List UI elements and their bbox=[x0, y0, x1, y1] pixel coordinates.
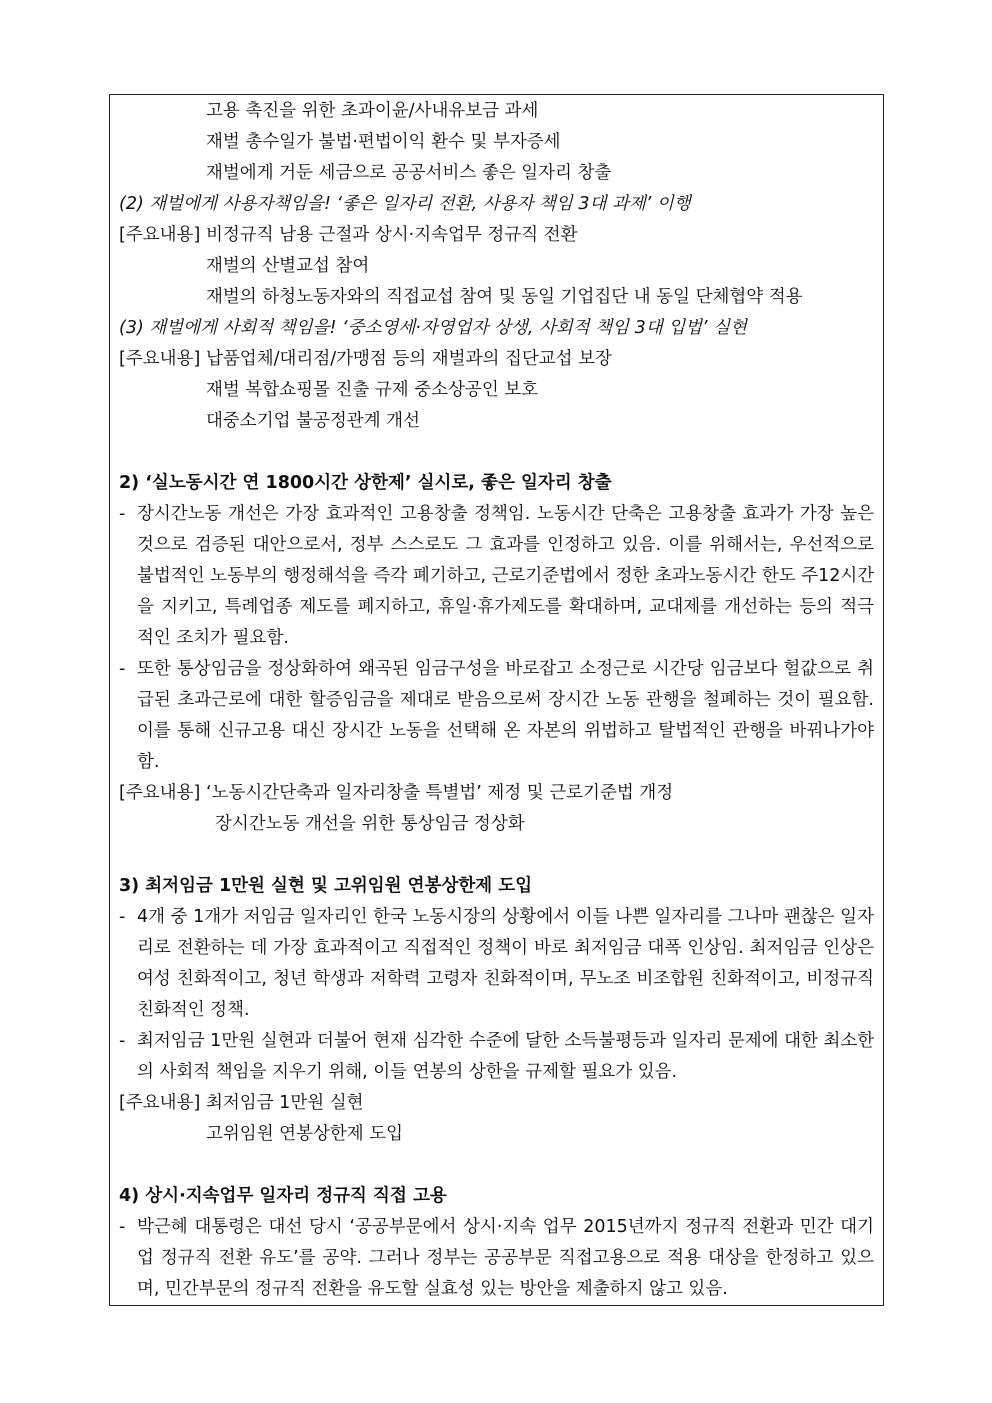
main-content-label: [주요내용] bbox=[119, 225, 201, 245]
paragraph-line: 박근혜 대통령은 대선 당시 ‘공공부문에서 상시·지속 업무 2015년까지 정규직 전환과 민간 대기 bbox=[137, 1217, 874, 1237]
list-item: 재벌에게 거둔 세금으로 공공서비스 좋은 일자리 창출 bbox=[206, 163, 612, 183]
section-heading: 4) 상시·지속업무 일자리 정규직 직접 고용 bbox=[119, 1186, 447, 1206]
section-heading: 2) ‘실노동시간 연 1800시간 상한제’ 실시로, 좋은 일자리 창출 bbox=[119, 473, 612, 493]
list-item: 재벌의 산별교섭 참여 bbox=[206, 256, 370, 276]
paragraph-line: 것으로 검증된 대안으로서, 정부 스스로도 그 효과를 인정하고 있음. 이를 위해서는, 우선적으로 bbox=[137, 535, 874, 555]
paragraph-line: 4개 중 1개가 저임금 일자리인 한국 노동시장의 상황에서 이들 나쁜 일자리를 그나마 괜찮은 일자 bbox=[137, 907, 874, 927]
subsection-title: (3) 재벌에게 사회적 책임을! ‘중소영세·자영업자 상생, 사회적 책임 3대 입법’ 실현 bbox=[119, 318, 747, 338]
main-content-label: [주요내용] bbox=[119, 349, 201, 369]
paragraph-line: 친화적인 정책. bbox=[137, 1000, 250, 1020]
list-item: 재벌의 하청노동자와의 직접교섭 참여 및 동일 기업집단 내 동일 단체협약 적용 bbox=[206, 287, 803, 307]
list-item: 고위임원 연봉상한제 도입 bbox=[206, 1124, 404, 1144]
list-item: 납품업체/대리점/가맹점 등의 재벌과의 집단교섭 보장 bbox=[206, 349, 612, 369]
paragraph-line: 의 사회적 책임을 지우기 위해, 이들 연봉의 상한을 규제할 필요가 있음. bbox=[137, 1062, 678, 1082]
list-item: 고용 촉진을 위한 초과이윤/사내유보금 과세 bbox=[206, 101, 539, 121]
paragraph-line: 불법적인 노동부의 행정해석을 즉각 폐기하고, 근로기준법에서 정한 초과노동시간 한도 주12시간 bbox=[137, 566, 875, 586]
section-heading: 3) 최저임금 1만원 실현 및 고위임원 연봉상한제 도입 bbox=[119, 876, 533, 896]
paragraph-line: 장시간노동 개선은 가장 효과적인 고용창출 정책임. 노동시간 단축은 고용창출 효과가 가장 높은 bbox=[137, 504, 874, 524]
dash-bullet: - bbox=[119, 1217, 126, 1237]
main-content-label: [주요내용] bbox=[119, 783, 201, 803]
list-item: 최저임금 1만원 실현 bbox=[206, 1093, 364, 1113]
subsection-title: (2) 재벌에게 사용자책임을! ‘좋은 일자리 전환, 사용자 책임 3대 과제’ 이행 bbox=[119, 194, 691, 214]
main-content-label: [주요내용] bbox=[119, 1093, 201, 1113]
list-item: ‘노동시간단축과 일자리창출 특별법’ 제정 및 근로기준법 개정 bbox=[206, 783, 674, 803]
paragraph-line: 을 지키고, 특례업종 제도를 폐지하고, 휴일·휴가제도를 확대하며, 교대제를 개선하는 등의 적극 bbox=[137, 597, 874, 617]
paragraph-line: 함. bbox=[137, 752, 160, 772]
paragraph-line: 최저임금 1만원 실현과 더불어 현재 심각한 수준에 달한 소득불평등과 일자리 문제에 대한 최소한 bbox=[137, 1031, 875, 1051]
list-item: 비정규직 남용 근절과 상시·지속업무 정규직 전환 bbox=[206, 225, 578, 245]
list-item: 재벌 복합쇼핑몰 진출 규제 중소상공인 보호 bbox=[206, 380, 539, 400]
list-item: 장시간노동 개선을 위한 통상임금 정상화 bbox=[215, 814, 525, 834]
paragraph-line: 또한 통상임금을 정상화하여 왜곡된 임금구성을 바로잡고 소정근로 시간당 임금보다 헐값으로 취 bbox=[137, 659, 874, 679]
dash-bullet: - bbox=[119, 907, 126, 927]
paragraph-line: 이를 통해 신규고용 대신 장시간 노동을 선택해 온 자본의 위법하고 탈법적인 관행을 바꿔나가야 bbox=[137, 721, 874, 741]
list-item: 재벌 총수일가 불법·편법이익 환수 및 부자증세 bbox=[206, 132, 561, 152]
dash-bullet: - bbox=[119, 1031, 126, 1051]
dash-bullet: - bbox=[119, 659, 126, 679]
dash-bullet: - bbox=[119, 504, 126, 524]
paragraph-line: 며, 민간부문의 정규직 전환을 유도할 실효성 있는 방안을 제출하지 않고 있음. bbox=[137, 1279, 728, 1299]
paragraph-line: 적인 조치가 필요함. bbox=[137, 628, 289, 648]
list-item: 대중소기업 불공정관계 개선 bbox=[206, 411, 420, 431]
paragraph-line: 여성 친화적이고, 청년 학생과 저학력 고령자 친화적이며, 무노조 비조합원 친화적이고, 비정규직 bbox=[137, 969, 874, 989]
paragraph-line: 리로 전환하는 데 가장 효과적이고 직접적인 정책이 바로 최저임금 대폭 인상임. 최저임금 인상은 bbox=[137, 938, 874, 958]
paragraph-line: 업 정규직 전환 유도’를 공약. 그러나 정부는 공공부문 직접고용으로 적용 대상을 한정하고 있으 bbox=[137, 1248, 874, 1268]
paragraph-line: 급된 초과근로에 대한 할증임금을 제대로 받음으로써 장시간 노동 관행을 철폐하는 것이 필요함. bbox=[137, 690, 874, 710]
